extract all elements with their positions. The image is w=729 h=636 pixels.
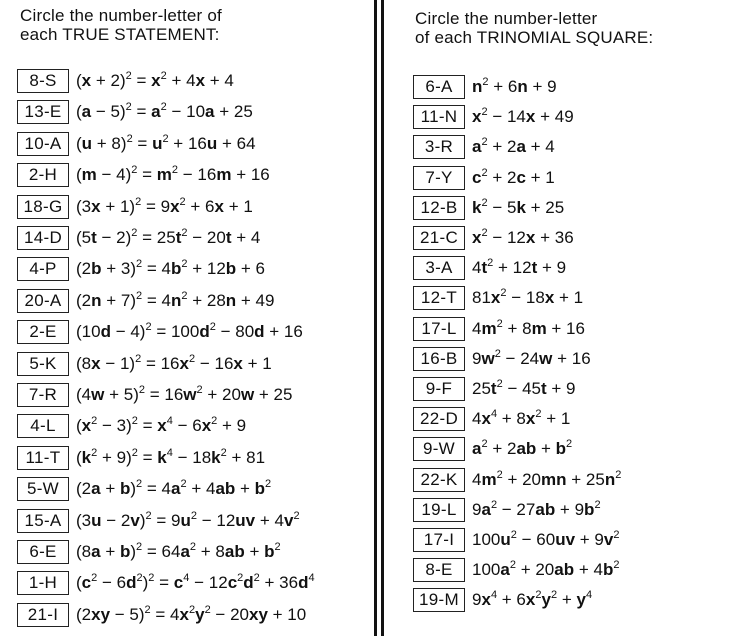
trinomial-expression: $x^2 - 12x + 36$ <box>472 227 574 247</box>
left-item-row <box>17 352 272 376</box>
statement-expression: $(2a + b)^2 = 4a^2 + 4ab + b^2$ <box>76 478 272 499</box>
statement-expression: $(4w + 5)^2 = 16w^2 + 20w + 25$ <box>76 384 293 404</box>
left-item-row <box>17 195 253 219</box>
statement-expression: $(c^2 - 6d^2)^2 = c^4 - 12c^2d^2 + 36d^4$ <box>76 572 315 593</box>
left-item-row <box>17 571 315 595</box>
number-letter-box[interactable]: 6-E <box>17 540 69 564</box>
number-letter-box[interactable]: 12-B <box>413 196 465 220</box>
left-item-row <box>17 540 281 564</box>
number-letter-box[interactable]: 3-A <box>413 256 465 280</box>
number-letter-box[interactable]: 22-D <box>413 407 465 431</box>
right-item-row <box>413 256 566 280</box>
number-letter-box[interactable]: 10-A <box>17 132 69 156</box>
trinomial-expression: $25t^2 - 45t + 9$ <box>472 378 576 398</box>
left-heading-line1: Circle the number-letter of <box>20 6 222 25</box>
trinomial-expression: $100a^2 + 20ab + 4b^2$ <box>472 559 620 580</box>
left-item-row <box>17 69 234 93</box>
number-letter-box[interactable]: 15-A <box>17 509 69 533</box>
number-letter-box[interactable]: 8-E <box>413 558 465 582</box>
left-item-row <box>17 414 246 438</box>
right-item-row <box>413 347 591 371</box>
left-item-row <box>17 446 265 470</box>
number-letter-box[interactable]: 2-E <box>17 320 69 344</box>
right-item-row <box>413 468 621 492</box>
number-letter-box[interactable]: 14-D <box>17 226 69 250</box>
right-item-row <box>413 588 592 612</box>
number-letter-box[interactable]: 5-K <box>17 352 69 376</box>
trinomial-expression: $9a^2 - 27ab + 9b^2$ <box>472 498 601 519</box>
right-heading-line1: Circle the number-letter <box>415 9 598 28</box>
number-letter-box[interactable]: 22-K <box>413 468 465 492</box>
statement-expression: $(u + 8)^2 = u^2 + 16u + 64$ <box>76 132 256 153</box>
left-heading <box>20 6 360 44</box>
right-item-row <box>413 166 555 190</box>
trinomial-expression: $4m^2 + 20mn + 25n^2$ <box>472 468 622 489</box>
statement-expression: $(2n + 7)^2 = 4n^2 + 28n + 49$ <box>76 289 275 310</box>
number-letter-box[interactable]: 17-L <box>413 317 465 341</box>
right-item-row <box>413 437 572 461</box>
right-item-row <box>413 498 601 522</box>
number-letter-box[interactable]: 21-I <box>17 603 69 627</box>
statement-expression: $(a - 5)^2 = a^2 - 10a + 25$ <box>76 101 253 122</box>
column-divider-left <box>374 0 377 636</box>
number-letter-box[interactable]: 19-L <box>413 498 465 522</box>
number-letter-box[interactable]: 4-L <box>17 414 69 438</box>
trinomial-expression: $x^2 - 14x + 49$ <box>472 106 574 127</box>
trinomial-expression: $9w^2 - 24w + 16$ <box>472 347 591 368</box>
left-item-row <box>17 132 256 156</box>
left-item-row <box>17 603 306 627</box>
statement-expression: $(3u - 2v)^2 = 9u^2 - 12uv + 4v^2$ <box>76 509 300 530</box>
number-letter-box[interactable]: 13-E <box>17 100 69 124</box>
number-letter-box[interactable]: 18-G <box>17 195 69 219</box>
trinomial-expression: $4x^4 + 8x^2 + 1$ <box>472 408 571 429</box>
number-letter-box[interactable]: 6-A <box>413 75 465 99</box>
number-letter-box[interactable]: 19-M <box>413 588 465 612</box>
statement-expression: $(k^2 + 9)^2 = k^4 - 18k^2 + 81$ <box>76 446 266 467</box>
trinomial-expression: $4m^2 + 8m + 16$ <box>472 317 585 338</box>
right-item-row <box>413 558 619 582</box>
number-letter-box[interactable]: 5-W <box>17 477 69 501</box>
trinomial-expression: $k^2 - 5k + 25$ <box>472 196 565 217</box>
right-heading <box>415 9 715 47</box>
number-letter-box[interactable]: 1-H <box>17 571 69 595</box>
right-item-row <box>413 226 574 250</box>
right-item-row <box>413 317 585 341</box>
left-item-row <box>17 226 260 250</box>
trinomial-expression: $c^2 + 2c + 1$ <box>472 166 555 187</box>
left-item-row <box>17 383 292 407</box>
column-divider-right <box>381 0 384 636</box>
trinomial-expression: $4t^2 + 12t + 9$ <box>472 257 567 278</box>
number-letter-box[interactable]: 9-F <box>413 377 465 401</box>
left-heading-line2: each TRUE STATEMENT: <box>20 25 220 44</box>
right-heading-line2: of each TRINOMIAL SQUARE: <box>415 28 654 47</box>
right-item-row <box>413 407 570 431</box>
left-item-row <box>17 320 303 344</box>
right-item-row <box>413 135 555 159</box>
statement-expression: $(3x + 1)^2 = 9x^2 + 6x + 1$ <box>76 195 253 216</box>
trinomial-expression: $a^2 + 2ab + b^2$ <box>472 438 573 459</box>
left-item-row <box>17 477 271 501</box>
right-item-row <box>413 75 557 99</box>
number-letter-box[interactable]: 7-R <box>17 383 69 407</box>
trinomial-expression: $n^2 + 6n + 9$ <box>472 76 557 96</box>
left-item-row <box>17 289 274 313</box>
number-letter-box[interactable]: 4-P <box>17 257 69 281</box>
statement-expression: $(x^2 - 3)^2 = x^4 - 6x^2 + 9$ <box>76 415 247 436</box>
trinomial-expression: $a^2 + 2a + 4$ <box>472 136 555 157</box>
number-letter-box[interactable]: 9-W <box>413 437 465 461</box>
number-letter-box[interactable]: 12-T <box>413 286 465 310</box>
statement-expression: $(8a + b)^2 = 64a^2 + 8ab + b^2$ <box>76 541 281 561</box>
trinomial-expression: $81x^2 - 18x + 1$ <box>472 287 584 308</box>
number-letter-box[interactable]: 2-H <box>17 163 69 187</box>
right-item-row <box>413 286 583 310</box>
number-letter-box[interactable]: 21-C <box>413 226 465 250</box>
statement-expression: $(8x - 1)^2 = 16x^2 - 16x + 1$ <box>76 352 272 373</box>
number-letter-box[interactable]: 16-B <box>413 347 465 371</box>
trinomial-expression: $9x^4 + 6x^2y^2 + y^4$ <box>472 589 593 610</box>
number-letter-box[interactable]: 3-R <box>413 135 465 159</box>
number-letter-box[interactable]: 20-A <box>17 289 69 313</box>
statement-expression: $(5t - 2)^2 = 25t^2 - 20t + 4$ <box>76 227 261 247</box>
statement-expression: $(10d - 4)^2 = 100d^2 - 80d + 16$ <box>76 321 303 342</box>
statement-expression: $(m - 4)^2 = m^2 - 16m + 16$ <box>76 164 270 185</box>
left-item-row <box>17 163 270 187</box>
statement-expression: $(2xy - 5)^2 = 4x^2y^2 - 20xy + 10$ <box>76 603 307 624</box>
true-statement-list <box>17 69 372 635</box>
right-item-row <box>413 528 619 552</box>
number-letter-box[interactable]: 7-Y <box>413 166 465 190</box>
right-item-row <box>413 196 564 220</box>
number-letter-box[interactable]: 17-I <box>413 528 465 552</box>
number-letter-box[interactable]: 11-T <box>17 446 69 470</box>
trinomial-square-list <box>413 75 723 636</box>
trinomial-expression: $100u^2 - 60uv + 9v^2$ <box>472 529 620 549</box>
left-item-row <box>17 509 300 533</box>
right-item-row <box>413 105 574 129</box>
right-item-row <box>413 377 576 401</box>
left-item-row <box>17 100 253 124</box>
statement-expression: $(2b + 3)^2 = 4b^2 + 12b + 6$ <box>76 258 266 279</box>
number-letter-box[interactable]: 8-S <box>17 69 69 93</box>
statement-expression: $(x + 2)^2 = x^2 + 4x + 4$ <box>76 70 234 90</box>
left-item-row <box>17 257 265 281</box>
number-letter-box[interactable]: 11-N <box>413 105 465 129</box>
